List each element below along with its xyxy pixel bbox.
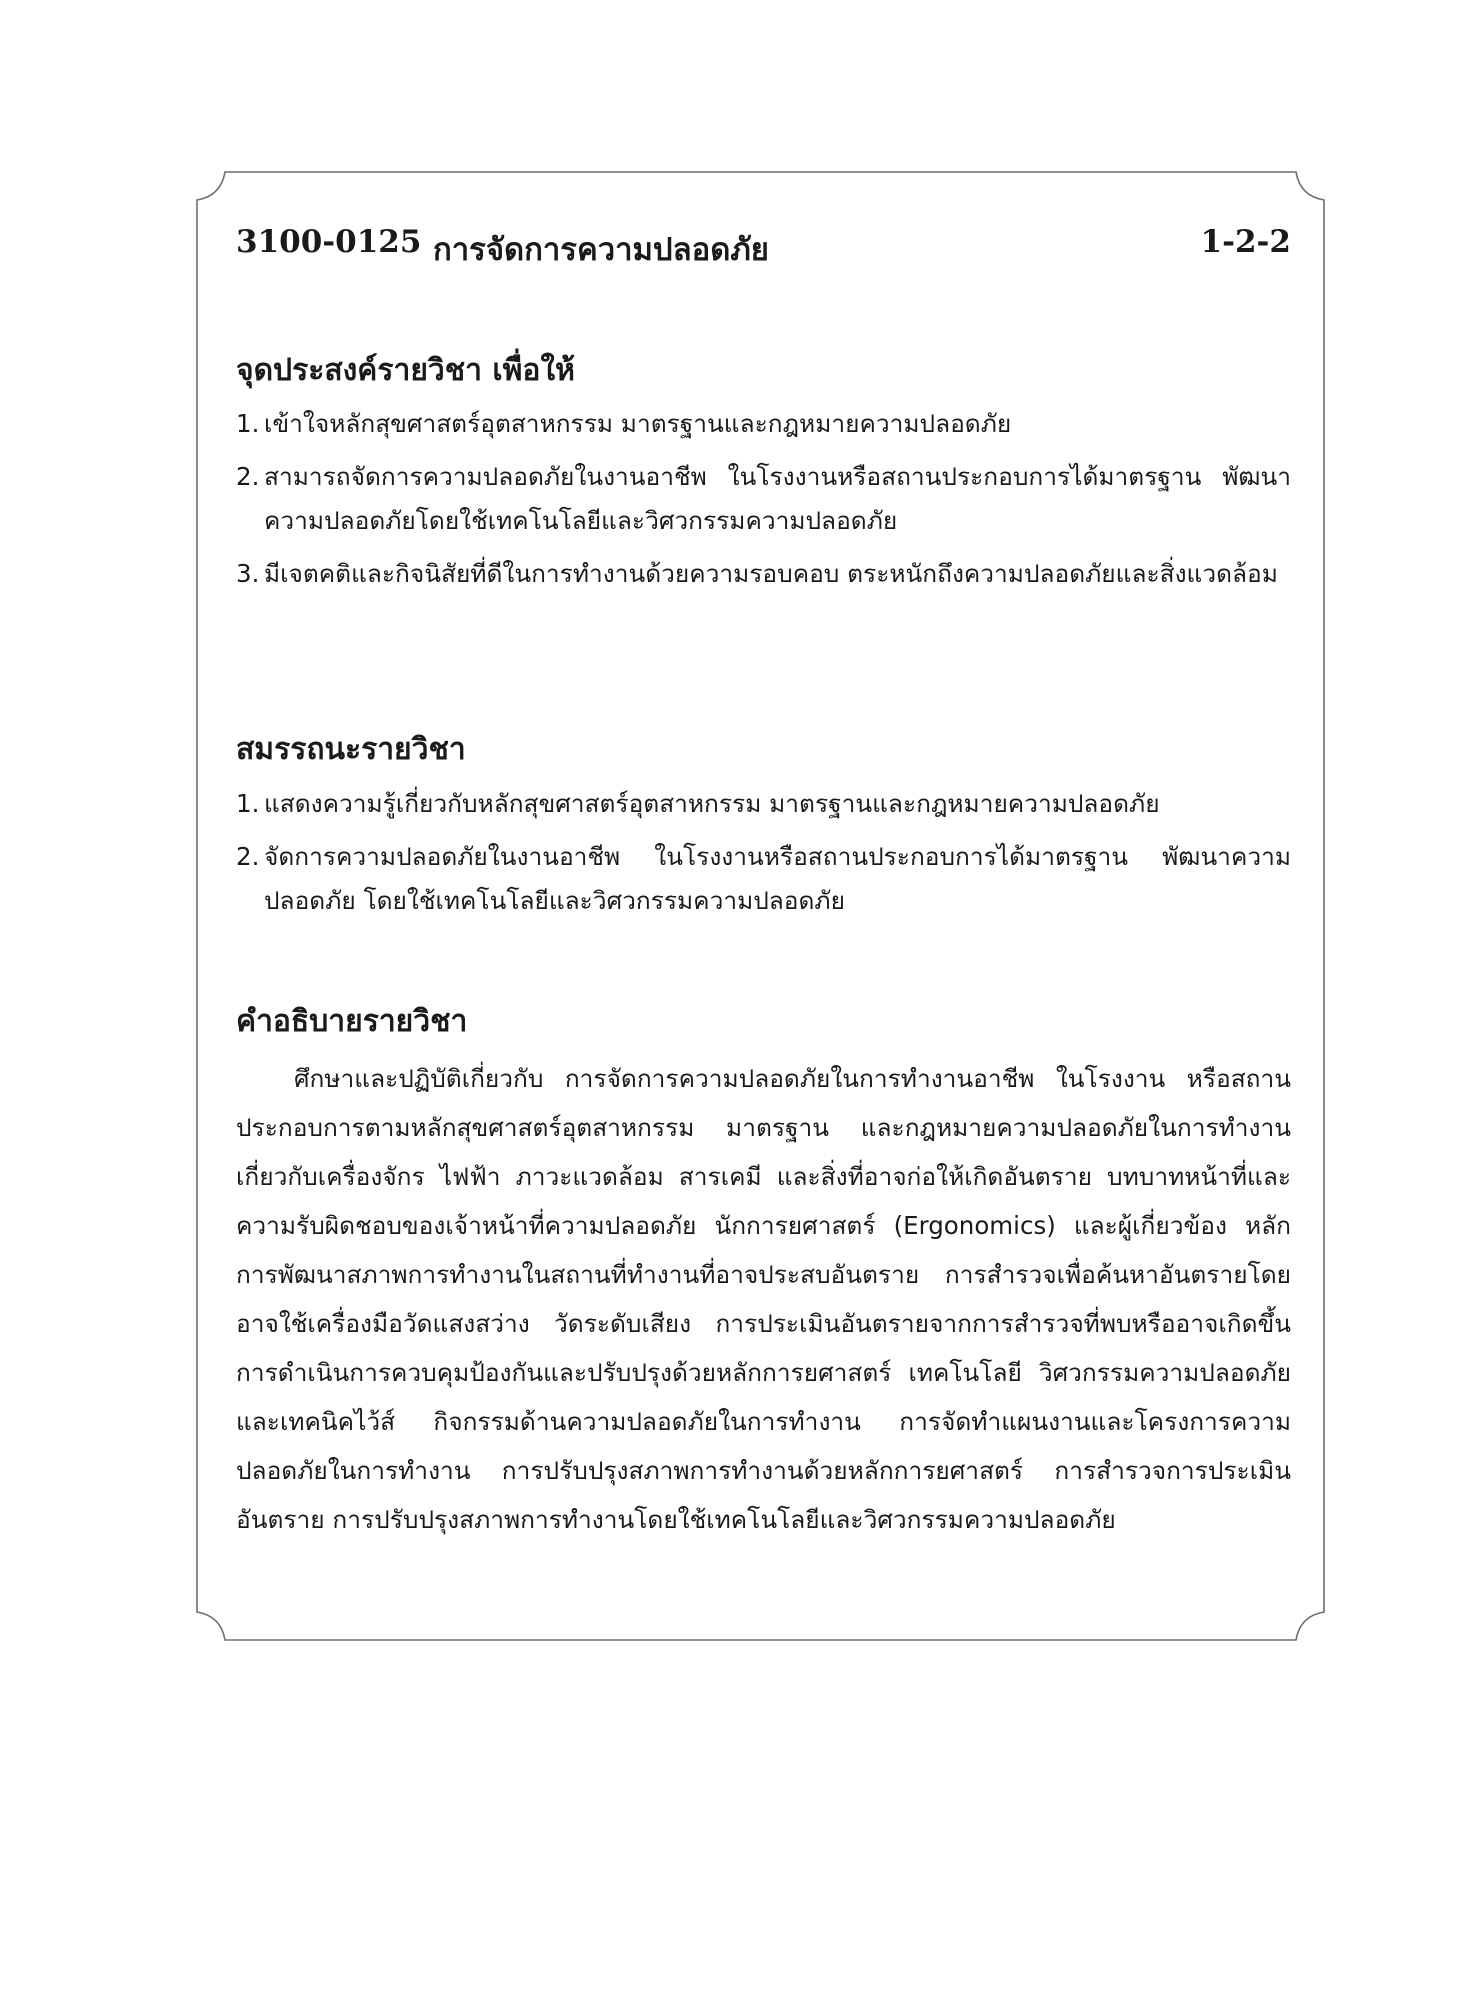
list-item-text: มีเจตคติและกิจนิสัยที่ดีในการทำงานด้วยความรอบคอบ ตระหนักถึงความปลอดภัยและสิ่งแวดล้อม [264, 559, 1278, 588]
list-item-number: 2. [236, 842, 260, 871]
list-item [236, 782, 1291, 826]
description-paragraph: ศึกษาและปฏิบัติเกี่ยวกับ การจัดการความปลอดภัยในการทำงานอาชีพ ในโรงงาน หรือสถานประกอบการตามหลักสุขศาสตร์อุตสาหกรรม มาตรฐาน และกฎหมายความปลอดภัยในการทำงานเกี่ยวกับเครื่องจักร ไฟฟ้า ภาวะแวดล้อม สารเคมี และสิ่งที่อาจก่อให้เกิดอันตราย บทบาทหน้าที่และความรับผิดชอบของเจ้าหน้าที่ความปลอดภัย นักการยศาสตร์ (Ergonomics) และผู้เกี่ยวข้อง หลักการพัฒนาสภาพการทำงานในสถานที่ทำงานที่อาจประสบอันตราย การสำรวจเพื่อค้นหาอันตรายโดยอาจใช้เครื่องมือวัดแสงสว่าง วัดระดับเสียง การประเมินอันตรายจากการสำรวจที่พบหรืออาจเกิดขึ้น การดำเนินการควบคุมป้องกันและปรับปรุงด้วยหลักการยศาสตร์ เทคโนโลยี วิศวกรรมความปลอดภัยและเทคนิคไว้ส์ กิจกรรมด้านความปลอดภัยในการทำงาน การจัดทำแผนงานและโครงการความปลอดภัยในการทำงาน การปรับปรุงสภาพการทำงานด้วยหลักการยศาสตร์ การสำรวจการประเมินอันตราย การปรับปรุงสภาพการทำงานโดยใช้เทคโนโลยีและวิศวกรรมความปลอดภัย [236, 1064, 1291, 1534]
list-item-number: 3. [236, 559, 260, 588]
course-credit: 1-2-2 [1200, 224, 1291, 260]
competencies-heading: สมรรถนะรายวิชา [236, 732, 466, 767]
course-sheet [236, 210, 1291, 1534]
list-item [236, 552, 1291, 596]
objectives-list [236, 402, 1291, 605]
list-item-text: แสดงความรู้เกี่ยวกับหลักสุขศาสตร์อุตสาหกรรม มาตรฐานและกฎหมายความปลอดภัย [264, 789, 1160, 818]
objectives-heading: จุดประสงค์รายวิชา เพื่อให้ [236, 353, 575, 388]
list-item [236, 402, 1291, 446]
list-item-number: 2. [236, 462, 260, 491]
list-item-number: 1. [236, 789, 260, 818]
course-code: 3100-0125 [236, 224, 422, 260]
course-title: การจัดการความปลอดภัย [433, 232, 769, 268]
list-item-text: สามารถจัดการความปลอดภัยในงานอาชีพ ในโรงงานหรือสถานประกอบการได้มาตรฐาน พัฒนาความปลอดภัยโดยใช้เทคโนโลยีและวิศวกรรมความปลอดภัย [264, 462, 1291, 535]
list-item [236, 835, 1291, 923]
description-heading: คำอธิบายรายวิชา [236, 1004, 468, 1039]
list-item-text: จัดการความปลอดภัยในงานอาชีพ ในโรงงานหรือสถานประกอบการได้มาตรฐาน พัฒนาความปลอดภัย โดยใช้เทคโนโลยีและวิศวกรรมความปลอดภัย [264, 842, 1291, 915]
course-header [236, 210, 1291, 270]
competencies-list [236, 782, 1291, 932]
list-item [236, 455, 1291, 543]
list-item-number: 1. [236, 409, 260, 438]
list-item-text: เข้าใจหลักสุขศาสตร์อุตสาหกรรม มาตรฐานและกฎหมายความปลอดภัย [264, 409, 1012, 438]
